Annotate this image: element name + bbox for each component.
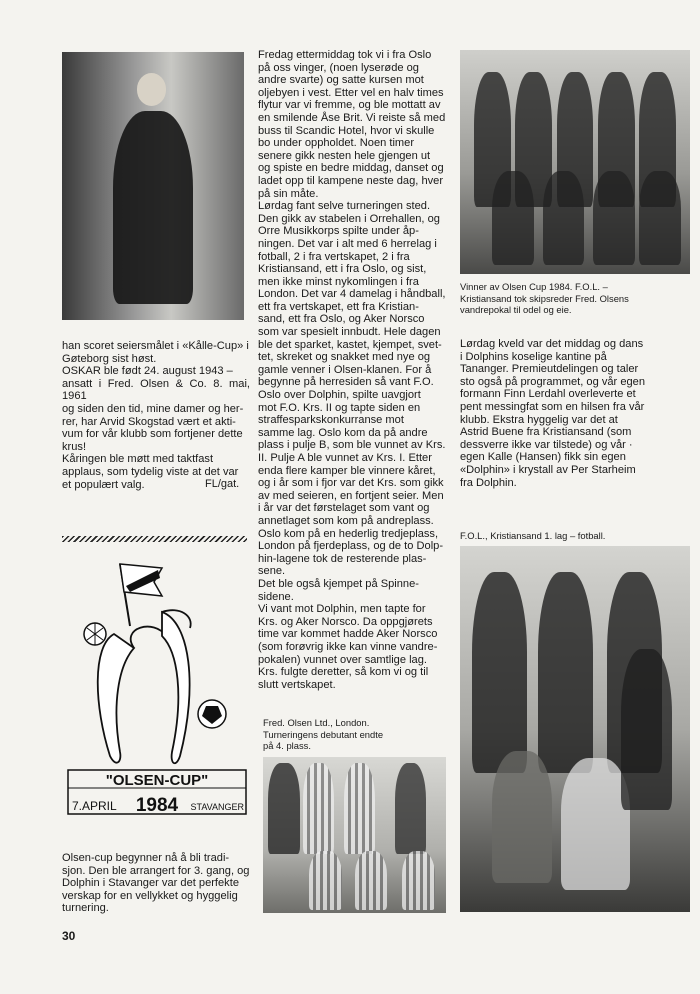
olsen-cup-logo	[62, 556, 252, 818]
caption-winners: Vinner av Olsen Cup 1984. F.O.L. – Kristiansand tok skipsreder Fred. Olsens vandrepokal til odel og eie.	[460, 281, 629, 316]
caption-london: Fred. Olsen Ltd., London. Turneringens debutant endte på 4. plass.	[263, 717, 384, 752]
col1-bottom-text: Olsen-cup begynner nå å bli tradi- sjon. Den ble arrangert for 3. gang, og Dolphin i Stavanger var det perfekte verskap for en vellykket og hyggelig turnering.	[62, 852, 250, 915]
logo-date: 7.APRIL	[72, 799, 117, 813]
photo-winners-women	[460, 50, 690, 274]
photo-trophy-man	[62, 52, 244, 320]
col1-text: han scoret seiersmålet i «Kålle-Cup» i Gøteborg sist høst. OSKAR ble født 24. august 1943 – ansatt i Fred. Olsen & Co. 8. mai, 1961 og siden den tid, mine damer og her- rer, har Arvid Skogstad vært et akti- vum for vår klubb som fortjener dette krus! Kåringen ble møtt med taktfast applaus, som tydelig viste at det var et populært valg.	[62, 340, 250, 491]
photo-kristiansand-team	[460, 546, 690, 912]
col2-text: Fredag ettermiddag tok vi i fra Oslo på oss vinger, (noen lyserøde og andre svarte) og satte kursen mot oljebyen i vest. Etter vel en halv times flytur var vi fremme, og ble mottatt av en smilende Åse Brit. Vi reiste så med buss til Scandic Hotel, hvor vi skulle bo under oppholdet. Noen timer senere gikk nesten hele gjengen ut og spiste en bedre middag, danset og ladet opp til kampene neste dag, hver på sin måte. Lørdag fant selve turneringen sted. Den gikk av stabelen i Orrehallen, og Orre Musikkorps spilte under åp- ningen. Det var i alt med 6 herrelag i fotball, 2 i fra vertskapet, 2 i fra Kristiansand, ett i fra Oslo, og sist, men ikke minst nykomlingen i fra London. Det var 4 damelag i håndball, ett fra vertskapet, ett fra Kristian- sand, ett fra Oslo, og Aker Norsco som var spesielt innbudt. Hele dagen ble det sparket, kastet, kjempet, svet- tet, skreket og snakket med nye og gamle venner i Olsen-klanen. For å begynne på herresiden så vant F.O. Oslo over Dolphin, spilte uavgjort mot F.O. Krs. II og tapte siden en straffesparkskonkurranse mot samme lag. Oslo kom da på andre plass i pulje B, som ble vunnet av Krs. II. Pulje A ble vunnet av Krs. I. Etter enda flere kamper ble vinnere kåret, og i år som i fjor var det Krs. som gikk av med seieren, en fortjent seier. Men i år var det førstelaget som vant og annetlaget som kom på andreplass. Oslo kom på en hederlig tredjeplass, London på fjerdeplass, og de to Dolp- hin-lagene tok de resterende plas- sene. Det ble også kjempet på Spinne- sidene. Vi vant mot Dolphin, men tapte for Krs. og Aker Norsco. Da oppgjørets time var kommet hadde Aker Norsco (som forøvrig ikke kan vinne vandre- pokalen) vunnet over samtlige lag. Krs. fulgte deretter, så kom vi og til slutt vertskapet.	[258, 49, 446, 691]
col3-text: Lørdag kveld var det middag og dans i Dolphins koselige kantine på Tananger. Premieutdelingen og taler sto også på programmet, og vår egen formann Finn Lerdahl overleverte et pent messingfat som en hilsen fra vår klubb. Ekstra hyggelig var det at Astrid Buene fra Kristiansand (som dessverre ikke var tilstede) og vår · egen Kalle (Hansen) fikk sin egen «Dolphin» i krystall av Per Starheim fra Dolphin.	[460, 338, 646, 489]
photo-london-team	[263, 757, 446, 913]
page-number: 30	[62, 929, 76, 943]
logo-year: 1984	[135, 795, 179, 816]
logo-title: "OLSEN-CUP"	[105, 772, 209, 789]
signature: FL/gat.	[205, 478, 240, 490]
caption-team: F.O.L., Kristiansand 1. lag – fotball.	[460, 530, 606, 541]
divider-rule	[62, 536, 247, 542]
logo-place: STAVANGER	[190, 802, 244, 812]
